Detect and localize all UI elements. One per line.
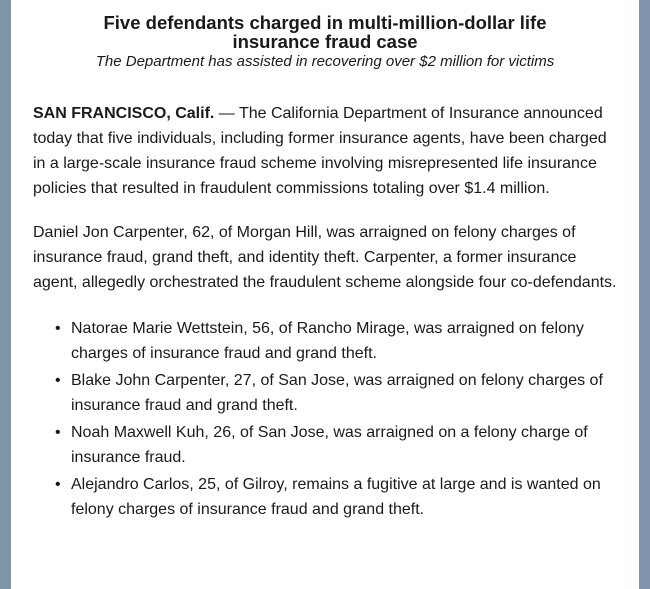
article-subtitle: The Department has assisted in recovering over $2 million for victims bbox=[95, 53, 555, 70]
list-item-text: Noah Maxwell Kuh, 26, of San Jose, was arraigned on a felony charge of insurance fraud. bbox=[71, 424, 588, 466]
list-item-text: Natorae Marie Wettstein, 56, of Rancho Mirage, was arraigned on felony charges of insurance fraud and grand theft. bbox=[71, 320, 584, 362]
list-item-text: Alejandro Carlos, 25, of Gilroy, remains a fugitive at large and is wanted on felony charges of insurance fraud and grand theft. bbox=[71, 476, 601, 518]
lead-text: — The California Department of Insurance announced today that five individuals, including former insurance agents, have been charged in a large-scale insurance fraud scheme involving misrepresented life insurance policies that resulted in fraudulent commissions totaling over $1.4 million. bbox=[33, 105, 607, 197]
defendant-list bbox=[33, 316, 617, 522]
dateline: SAN FRANCISCO, Calif. bbox=[33, 105, 215, 122]
bullet-icon: • bbox=[55, 424, 61, 441]
article-body bbox=[33, 101, 617, 522]
list-item bbox=[55, 316, 617, 366]
article-header bbox=[33, 13, 617, 70]
article-page bbox=[11, 0, 639, 589]
bullet-icon: • bbox=[55, 476, 61, 493]
list-item bbox=[55, 472, 617, 522]
list-item-text: Blake John Carpenter, 27, of San Jose, was arraigned on felony charges of insurance fraud and grand theft. bbox=[71, 372, 603, 414]
bullet-icon: • bbox=[55, 320, 61, 337]
article-title: Five defendants charged in multi-million-dollar life insurance fraud case bbox=[103, 12, 547, 52]
lead-paragraph bbox=[33, 101, 617, 201]
paragraph-main-defendant: Daniel Jon Carpenter, 62, of Morgan Hill, was arraigned on felony charges of insurance fraud, grand theft, and identity theft. Carpenter, a former insurance agent, allegedly orchestrated the fraudulent scheme alongside four co-defendants. bbox=[33, 224, 617, 291]
list-item bbox=[55, 420, 617, 470]
list-item bbox=[55, 368, 617, 418]
bullet-icon: • bbox=[55, 372, 61, 389]
